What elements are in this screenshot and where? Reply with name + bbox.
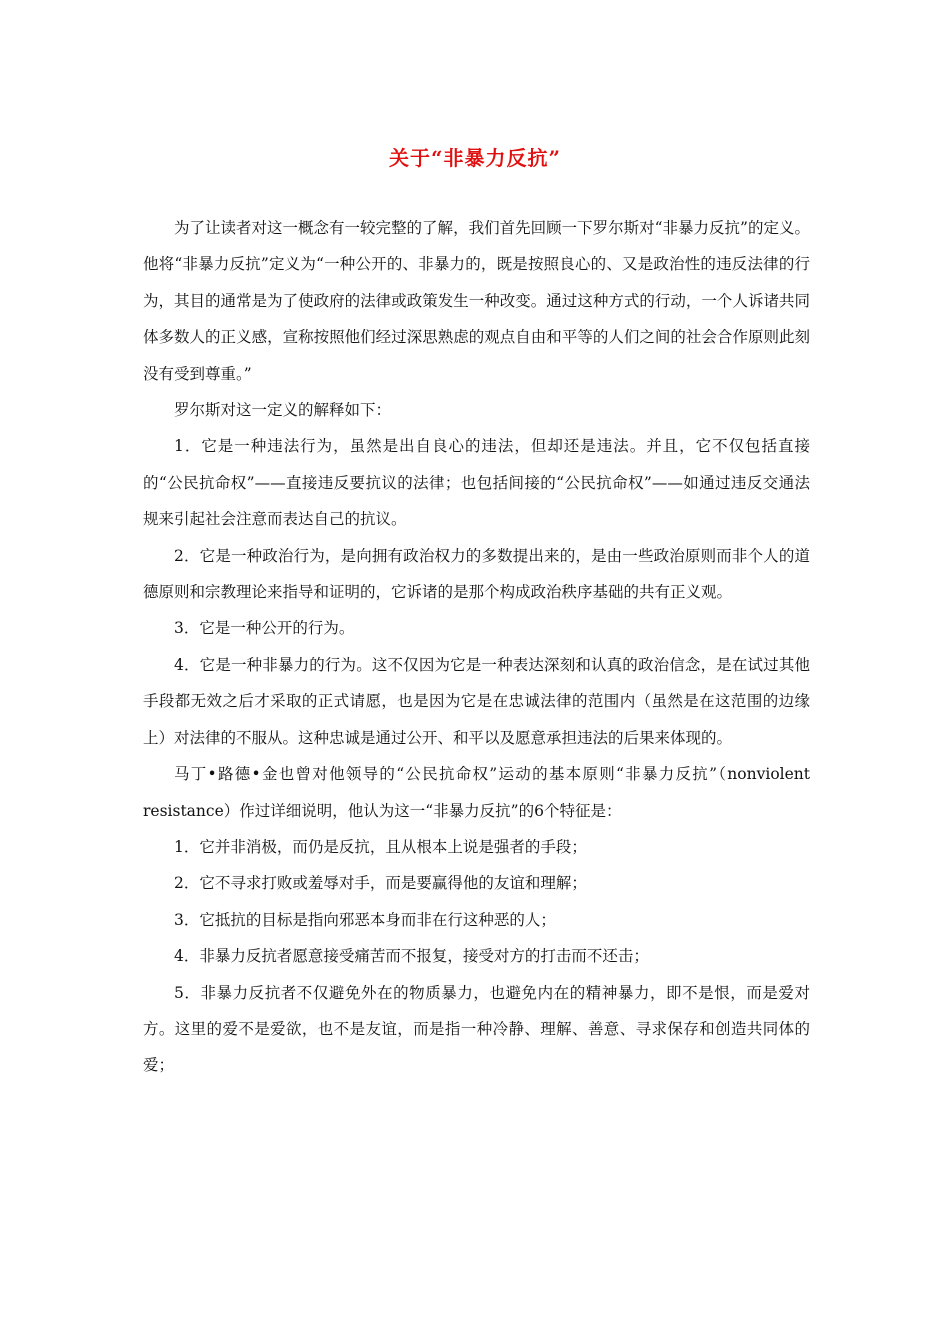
paragraph: 2．它是一种政治行为，是向拥有政治权力的多数提出来的，是由一些政治原则而非个人的道德原则和宗教理论来指导和证明的，它诉诸的是那个构成政治秩序基础的共有正义观。	[143, 546, 810, 602]
paragraph: 罗尔斯对这一定义的解释如下：	[174, 401, 392, 420]
document-title: 关于“非暴力反抗”	[388, 146, 561, 170]
paragraph: 3．它抵抗的目标是指向邪恶本身而非在行这种恶的人；	[174, 910, 556, 929]
paragraph: 3．它是一种公开的行为。	[174, 619, 355, 638]
paragraph: 1．它是一种违法行为，虽然是出自良心的违法，但却还是违法。并且，它不仅包括直接的“公民抗命权”——直接违反要抗议的法律；也包括间接的“公民抗命权”——如通过违反交通法规来引起社会注意而表达自己的抗议。	[143, 437, 810, 529]
paragraph: 4．非暴力反抗者愿意接受痛苦而不报复，接受对方的打击而不还击；	[174, 947, 649, 966]
paragraph: 马丁•路德•金也曾对他领导的“公民抗命权”运动的基本原则“非暴力反抗”（nonviolent resistance）作过详细说明，他认为这一“非暴力反抗”的6个特征是：	[143, 765, 810, 820]
paragraph: 4．它是一种非暴力的行为。这不仅因为它是一种表达深刻和认真的政治信念，是在试过其他手段都无效之后才采取的正式请愿，也是因为它是在忠诚法律的范围内（虽然是在这范围的边缘上）对法律的不服从。这种忠诚是通过公开、和平以及愿意承担违法的后果来体现的。	[143, 655, 810, 747]
paragraph: 1．它并非消极，而仍是反抗，且从根本上说是强者的手段；	[174, 837, 587, 856]
document-body	[143, 210, 810, 1084]
paragraph: 为了让读者对这一概念有一较完整的了解，我们首先回顾一下罗尔斯对“非暴力反抗”的定义。他将“非暴力反抗”定义为“一种公开的、非暴力的，既是按照良心的、又是政治性的违反法律的行为，其目的通常是为了使政府的法律或政策发生一种改变。通过这种方式的行动，一个人诉诸共同体多数人的正义感，宣称按照他们经过深思熟虑的观点自由和平等的人们之间的社会合作原则此刻没有受到尊重。”	[143, 219, 810, 383]
paragraph: 5．非暴力反抗者不仅避免外在的物质暴力，也避免内在的精神暴力，即不是恨，而是爱对方。这里的爱不是爱欲，也不是友谊，而是指一种冷静、理解、善意、寻求保存和创造共同体的爱；	[143, 983, 810, 1075]
paragraph: 2．它不寻求打败或羞辱对手，而是要赢得他的友谊和理解；	[174, 874, 587, 893]
